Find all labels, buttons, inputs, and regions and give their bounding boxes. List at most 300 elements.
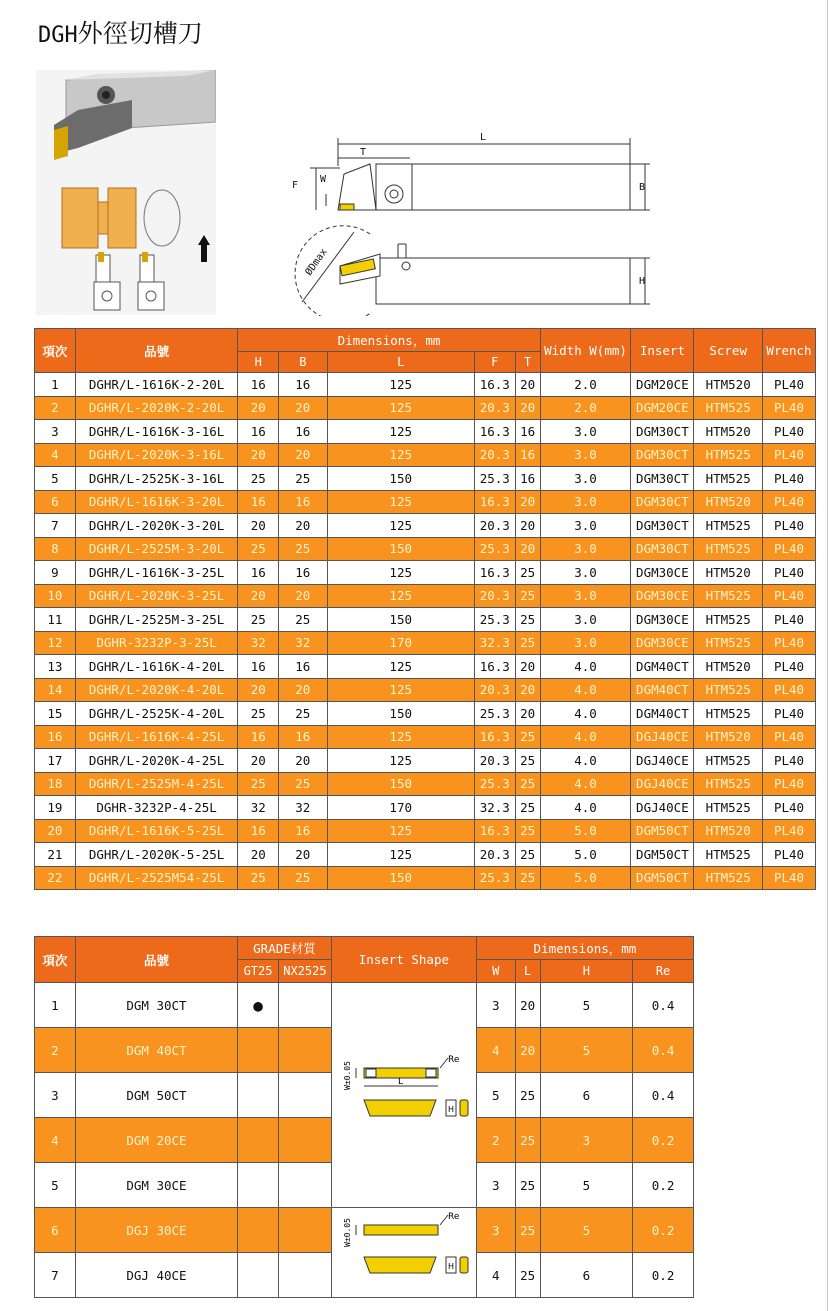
cell-width: 3.0 [540, 514, 631, 538]
cell-part: DGHR/L-2525K-4-20L [75, 702, 238, 726]
cell-h: 6 [540, 1073, 633, 1118]
cell-re: 0.2 [633, 1253, 694, 1298]
cell-b: 25 [279, 537, 328, 561]
cell-h: 16 [238, 420, 279, 444]
cell-b: 16 [279, 655, 328, 679]
cell-h: 5 [540, 1163, 633, 1208]
cell-part: DGHR/L-2020K-4-25L [75, 749, 238, 773]
cell-width: 4.0 [540, 772, 631, 796]
cell-no: 1 [35, 373, 76, 397]
cell-l: 125 [327, 373, 474, 397]
cell-h: 25 [238, 467, 279, 491]
cell-screw: HTM520 [694, 373, 763, 397]
cell-part: DGJ 30CE [75, 1208, 237, 1253]
cell-gt25 [238, 1163, 279, 1208]
cell-b: 16 [279, 490, 328, 514]
cell-f: 20.3 [474, 396, 515, 420]
cell-part: DGHR/L-2020K-4-20L [75, 678, 238, 702]
cell-f: 25.3 [474, 537, 515, 561]
cell-f: 16.3 [474, 561, 515, 585]
cell-part: DGHR-3232P-3-25L [75, 631, 238, 655]
cell-width: 3.0 [540, 420, 631, 444]
cell-l: 150 [327, 537, 474, 561]
cell-l: 150 [327, 702, 474, 726]
cell-t: 20 [515, 702, 540, 726]
cell-l: 125 [327, 584, 474, 608]
cell-gt25 [238, 1028, 279, 1073]
cell-wrench: PL40 [763, 584, 816, 608]
cell-l: 20 [515, 983, 540, 1028]
cell-f: 20.3 [474, 514, 515, 538]
cell-l: 125 [327, 749, 474, 773]
radius-label: Re [447, 1212, 460, 1222]
cell-insert: DGM50CT [631, 819, 694, 843]
cell-insert: DGJ40CE [631, 749, 694, 773]
cell-part: DGHR/L-1616K-3-20L [75, 490, 238, 514]
col-header-shape: Insert Shape [331, 937, 476, 983]
cell-width: 5.0 [540, 819, 631, 843]
table-row [35, 866, 816, 890]
col-header-no: 項次 [35, 937, 76, 983]
dim-label-f: F [292, 180, 299, 191]
cell-part: DGHR/L-2525M54-25L [75, 866, 238, 890]
cell-h: 32 [238, 796, 279, 820]
cell-screw: HTM520 [694, 561, 763, 585]
cell-width: 4.0 [540, 749, 631, 773]
title-latin: DGH [38, 23, 78, 48]
cell-insert: DGM20CE [631, 396, 694, 420]
cell-t: 20 [515, 537, 540, 561]
cell-nx [278, 1253, 331, 1298]
cell-part: DGJ 40CE [75, 1253, 237, 1298]
cell-insert: DGM50CT [631, 843, 694, 867]
height-label: H [447, 1104, 454, 1114]
cell-t: 25 [515, 561, 540, 585]
cell-b: 16 [279, 819, 328, 843]
cell-h: 20 [238, 584, 279, 608]
cell-no: 1 [35, 983, 76, 1028]
cell-w: 4 [476, 1028, 515, 1073]
cell-width: 2.0 [540, 373, 631, 397]
cell-w: 2 [476, 1118, 515, 1163]
cell-f: 25.3 [474, 866, 515, 890]
cell-t: 16 [515, 467, 540, 491]
table-row [35, 584, 816, 608]
cell-h: 5 [540, 1028, 633, 1073]
cell-screw: HTM520 [694, 420, 763, 444]
cell-part: DGM 50CT [75, 1073, 237, 1118]
cell-width: 3.0 [540, 631, 631, 655]
cell-no: 2 [35, 396, 76, 420]
cell-f: 32.3 [474, 796, 515, 820]
cell-part: DGHR/L-2020K-2-20L [75, 396, 238, 420]
cell-width: 5.0 [540, 843, 631, 867]
cell-b: 25 [279, 702, 328, 726]
cell-width: 3.0 [540, 561, 631, 585]
cell-width: 5.0 [540, 866, 631, 890]
table-row [35, 608, 816, 632]
cell-part: DGM 30CE [75, 1163, 237, 1208]
cell-t: 25 [515, 796, 540, 820]
cell-h: 5 [540, 1208, 633, 1253]
cell-no: 10 [35, 584, 76, 608]
cell-screw: HTM525 [694, 702, 763, 726]
holder-table-body [35, 373, 816, 890]
col-header-h: H [540, 960, 633, 983]
cell-h: 16 [238, 490, 279, 514]
cell-l: 25 [515, 1208, 540, 1253]
cell-f: 25.3 [474, 772, 515, 796]
cell-l: 125 [327, 443, 474, 467]
cell-width: 4.0 [540, 725, 631, 749]
cell-b: 16 [279, 561, 328, 585]
cell-no: 11 [35, 608, 76, 632]
cell-t: 16 [515, 420, 540, 444]
cell-part: DGM 30CT [75, 983, 237, 1028]
cell-part: DGHR/L-1616K-5-25L [75, 819, 238, 843]
cell-t: 25 [515, 608, 540, 632]
cell-nx [278, 983, 331, 1028]
cell-part: DGHR/L-2020K-5-25L [75, 843, 238, 867]
cell-h: 20 [238, 443, 279, 467]
cell-b: 20 [279, 443, 328, 467]
cell-wrench: PL40 [763, 631, 816, 655]
dim-label-l: L [480, 132, 487, 143]
cell-no: 3 [35, 1073, 76, 1118]
cell-no: 6 [35, 1208, 76, 1253]
cell-b: 32 [279, 631, 328, 655]
col-header-l: L [327, 352, 474, 373]
cell-nx [278, 1118, 331, 1163]
cell-no: 3 [35, 420, 76, 444]
cell-wrench: PL40 [763, 514, 816, 538]
cell-gt25 [238, 1208, 279, 1253]
product-photo [36, 70, 216, 315]
col-header-h: H [238, 352, 279, 373]
cell-wrench: PL40 [763, 749, 816, 773]
cell-insert: DGM30CT [631, 537, 694, 561]
cell-insert: DGM20CE [631, 373, 694, 397]
cell-h: 25 [238, 702, 279, 726]
holder-spec-table [34, 328, 816, 890]
cell-insert: DGJ40CE [631, 725, 694, 749]
cell-h: 16 [238, 725, 279, 749]
cell-l: 20 [515, 1028, 540, 1073]
cell-re: 0.4 [633, 1028, 694, 1073]
cell-t: 20 [515, 490, 540, 514]
cell-h: 16 [238, 561, 279, 585]
cell-no: 5 [35, 1163, 76, 1208]
cell-t: 25 [515, 631, 540, 655]
cell-t: 25 [515, 819, 540, 843]
cell-width: 3.0 [540, 584, 631, 608]
cell-screw: HTM525 [694, 443, 763, 467]
height-label: H [447, 1262, 454, 1271]
cell-wrench: PL40 [763, 537, 816, 561]
cell-no: 16 [35, 725, 76, 749]
cell-h: 3 [540, 1118, 633, 1163]
cell-insert: DGM30CE [631, 584, 694, 608]
cell-t: 16 [515, 443, 540, 467]
cell-h: 20 [238, 514, 279, 538]
cell-screw: HTM520 [694, 819, 763, 843]
dim-label-w: W [320, 174, 327, 185]
col-header-re: Re [633, 960, 694, 983]
cell-width: 3.0 [540, 443, 631, 467]
table-row [35, 772, 816, 796]
col-header-dimensions: Dimensions，mm [476, 937, 693, 960]
table-row [35, 420, 816, 444]
cell-screw: HTM525 [694, 843, 763, 867]
cell-gt25: ● [238, 983, 279, 1028]
cell-h: 6 [540, 1253, 633, 1298]
cell-wrench: PL40 [763, 819, 816, 843]
col-header-screw: Screw [694, 329, 763, 373]
cell-no: 7 [35, 514, 76, 538]
cell-part: DGHR/L-1616K-3-25L [75, 561, 238, 585]
insert-spec-table [34, 936, 694, 1298]
cell-part: DGM 20CE [75, 1118, 237, 1163]
cell-l: 25 [515, 1163, 540, 1208]
cell-h: 20 [238, 749, 279, 773]
cell-screw: HTM525 [694, 866, 763, 890]
cell-f: 16.3 [474, 725, 515, 749]
cell-wrench: PL40 [763, 843, 816, 867]
cell-t: 20 [515, 678, 540, 702]
cell-l: 125 [327, 561, 474, 585]
col-header-gt25: GT25 [238, 960, 279, 983]
cell-b: 20 [279, 584, 328, 608]
cell-l: 125 [327, 490, 474, 514]
cell-f: 20.3 [474, 443, 515, 467]
cell-h: 32 [238, 631, 279, 655]
cell-screw: HTM520 [694, 490, 763, 514]
table-row [35, 819, 816, 843]
cell-screw: HTM525 [694, 796, 763, 820]
cell-wrench: PL40 [763, 796, 816, 820]
table-row [35, 983, 694, 1028]
cell-gt25 [238, 1118, 279, 1163]
cell-wrench: PL40 [763, 772, 816, 796]
cell-h: 25 [238, 772, 279, 796]
cell-wrench: PL40 [763, 396, 816, 420]
cell-no: 20 [35, 819, 76, 843]
cell-part: DGHR/L-2020K-3-20L [75, 514, 238, 538]
cell-nx [278, 1208, 331, 1253]
col-header-dimensions: Dimensions，mm [238, 329, 540, 352]
col-header-t: T [515, 352, 540, 373]
cell-width: 2.0 [540, 396, 631, 420]
cell-insert: DGM30CE [631, 608, 694, 632]
cell-insert: DGM30CE [631, 631, 694, 655]
cell-l: 125 [327, 655, 474, 679]
cell-l: 170 [327, 796, 474, 820]
cell-t: 25 [515, 866, 540, 890]
cell-b: 20 [279, 396, 328, 420]
cell-t: 25 [515, 584, 540, 608]
cell-w: 3 [476, 983, 515, 1028]
cell-t: 20 [515, 655, 540, 679]
cell-re: 0.2 [633, 1208, 694, 1253]
cell-l: 150 [327, 866, 474, 890]
cell-insert: DGM40CT [631, 678, 694, 702]
table-row [35, 514, 816, 538]
cell-b: 16 [279, 725, 328, 749]
cell-f: 16.3 [474, 490, 515, 514]
cell-wrench: PL40 [763, 725, 816, 749]
cell-b: 20 [279, 678, 328, 702]
col-header-insert: Insert [631, 329, 694, 373]
cell-l: 125 [327, 514, 474, 538]
table-row [35, 1208, 694, 1253]
cell-part: DGHR/L-2525M-4-25L [75, 772, 238, 796]
cell-h: 5 [540, 983, 633, 1028]
cell-insert: DGM40CT [631, 702, 694, 726]
table-row [35, 537, 816, 561]
length-label: L [397, 1076, 403, 1087]
cell-screw: HTM520 [694, 725, 763, 749]
cell-h: 20 [238, 678, 279, 702]
cell-b: 20 [279, 749, 328, 773]
cell-width: 4.0 [540, 796, 631, 820]
cell-nx [278, 1163, 331, 1208]
cell-no: 9 [35, 561, 76, 585]
cell-screw: HTM525 [694, 537, 763, 561]
cell-gt25 [238, 1073, 279, 1118]
cell-width: 3.0 [540, 537, 631, 561]
cell-part: DGHR/L-1616K-4-20L [75, 655, 238, 679]
tolerance-label: W±0.05 [342, 1218, 352, 1247]
cell-insert: DGM50CT [631, 866, 694, 890]
cell-b: 25 [279, 608, 328, 632]
dim-label-dmax: ØDmax [303, 246, 330, 278]
col-header-l: L [515, 960, 540, 983]
cell-h: 20 [238, 396, 279, 420]
table-row [35, 843, 816, 867]
dgm-insert-shape-diagram [334, 1054, 474, 1134]
col-header-w: W [476, 960, 515, 983]
cell-insert: DGM30CT [631, 420, 694, 444]
table-row [35, 725, 816, 749]
table-row [35, 373, 816, 397]
cell-l: 25 [515, 1253, 540, 1298]
cell-screw: HTM525 [694, 631, 763, 655]
cell-f: 20.3 [474, 843, 515, 867]
title-cjk: 外徑切槽刀 [77, 19, 203, 48]
cell-insert: DGM30CT [631, 467, 694, 491]
cell-insert: DGJ40CE [631, 772, 694, 796]
cell-wrench: PL40 [763, 373, 816, 397]
cell-no: 19 [35, 796, 76, 820]
cell-h: 16 [238, 655, 279, 679]
cell-width: 4.0 [540, 655, 631, 679]
table-row [35, 396, 816, 420]
cell-wrench: PL40 [763, 420, 816, 444]
cell-part: DGHR/L-1616K-3-16L [75, 420, 238, 444]
table-row [35, 749, 816, 773]
cell-w: 5 [476, 1073, 515, 1118]
cell-part: DGM 40CT [75, 1028, 237, 1073]
cell-f: 16.3 [474, 819, 515, 843]
tolerance-label: W±0.05 [342, 1060, 352, 1090]
cell-h: 20 [238, 843, 279, 867]
cell-re: 0.4 [633, 1073, 694, 1118]
cell-w: 4 [476, 1253, 515, 1298]
cell-w: 3 [476, 1208, 515, 1253]
cell-screw: HTM525 [694, 608, 763, 632]
cell-h: 25 [238, 866, 279, 890]
cell-width: 3.0 [540, 467, 631, 491]
cell-b: 25 [279, 772, 328, 796]
cell-l: 125 [327, 678, 474, 702]
cell-f: 25.3 [474, 608, 515, 632]
cell-b: 20 [279, 514, 328, 538]
cell-insert: DGM30CT [631, 490, 694, 514]
table-row [35, 678, 816, 702]
table-row [35, 655, 816, 679]
cell-screw: HTM525 [694, 396, 763, 420]
cell-l: 125 [327, 819, 474, 843]
cell-l: 125 [327, 725, 474, 749]
cell-no: 17 [35, 749, 76, 773]
cell-b: 16 [279, 420, 328, 444]
dgj-insert-shape-diagram [334, 1211, 474, 1291]
cell-re: 0.2 [633, 1163, 694, 1208]
cell-t: 20 [515, 514, 540, 538]
insert-shape-dgj [331, 1208, 476, 1298]
cell-f: 25.3 [474, 702, 515, 726]
cell-no: 4 [35, 1118, 76, 1163]
cell-part: DGHR/L-2020K-3-16L [75, 443, 238, 467]
cell-re: 0.4 [633, 983, 694, 1028]
cell-l: 170 [327, 631, 474, 655]
cell-no: 14 [35, 678, 76, 702]
cell-part: DGHR/L-2020K-3-25L [75, 584, 238, 608]
technical-drawing [280, 126, 660, 316]
cell-part: DGHR/L-2525M-3-20L [75, 537, 238, 561]
cell-no: 6 [35, 490, 76, 514]
cell-screw: HTM525 [694, 584, 763, 608]
cell-screw: HTM520 [694, 655, 763, 679]
cell-b: 25 [279, 866, 328, 890]
col-header-part: 品號 [75, 937, 237, 983]
col-header-part: 品號 [75, 329, 238, 373]
page-title [38, 14, 203, 50]
dim-label-b: B [639, 182, 646, 193]
cell-f: 16.3 [474, 420, 515, 444]
dim-label-t: T [360, 147, 367, 158]
col-header-nx2525: NX2525 [278, 960, 331, 983]
cell-l: 150 [327, 608, 474, 632]
cell-f: 25.3 [474, 467, 515, 491]
cell-part: DGHR/L-2525M-3-25L [75, 608, 238, 632]
cell-l: 150 [327, 772, 474, 796]
cell-b: 25 [279, 467, 328, 491]
cell-wrench: PL40 [763, 608, 816, 632]
cell-nx [278, 1073, 331, 1118]
cell-l: 150 [327, 467, 474, 491]
col-header-width: Width W(mm) [540, 329, 631, 373]
cell-no: 18 [35, 772, 76, 796]
col-header-wrench: Wrench [763, 329, 816, 373]
cell-h: 16 [238, 819, 279, 843]
cell-l: 125 [327, 843, 474, 867]
cell-l: 125 [327, 396, 474, 420]
cell-b: 16 [279, 373, 328, 397]
cell-width: 4.0 [540, 678, 631, 702]
cell-screw: HTM525 [694, 772, 763, 796]
col-header-b: B [279, 352, 328, 373]
